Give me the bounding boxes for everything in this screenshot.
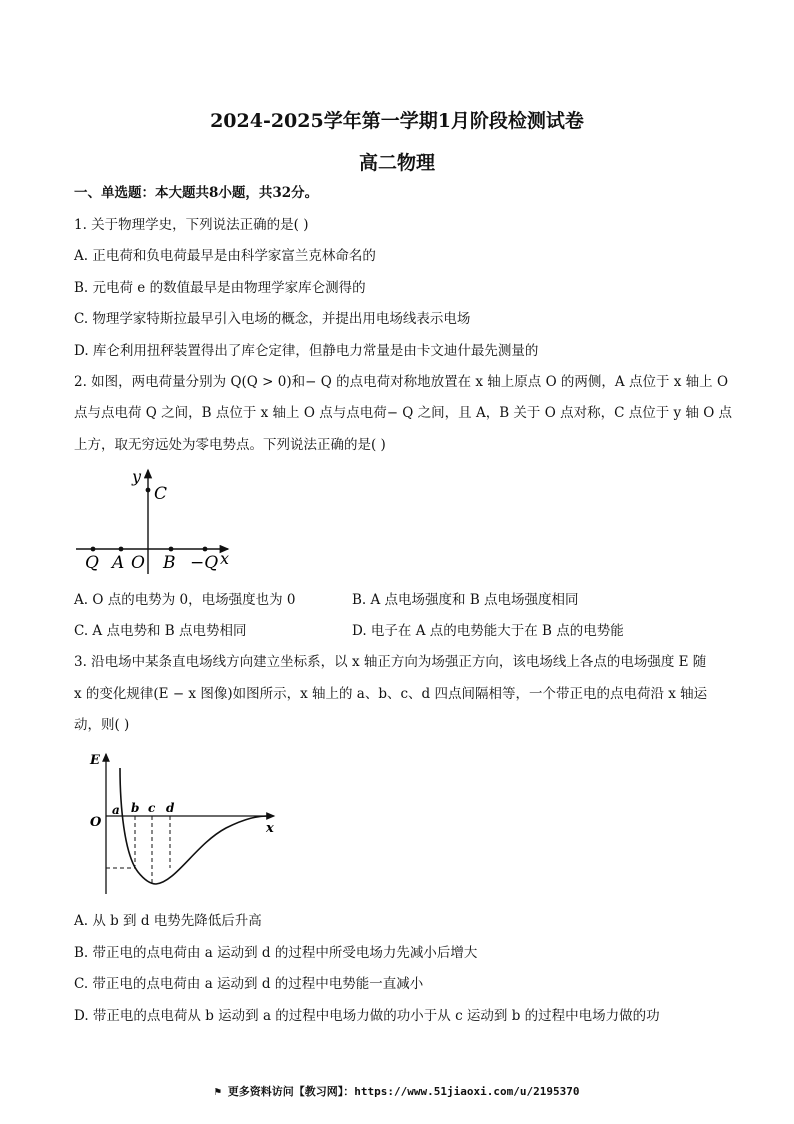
q2-option-a: A. O 点的电势为 0，电场强度也为 0 [74, 592, 296, 608]
d-label: d [166, 801, 175, 815]
o-label: O [90, 815, 102, 830]
q3-option-a: A. 从 b 到 d 电势先降低后升高 [74, 913, 262, 929]
q1-option-d: D. 库仑利用扭秤装置得出了库仑定律，但静电力常量是由卡文迪什最先测量的 [74, 343, 539, 359]
q1-option-b: B. 元电荷 e 的数值最早是由物理学家库仑测得的 [74, 280, 366, 296]
q3-stem-line-2: x 的变化规律(E − x 图像)如图所示，x 轴上的 a、b、c、d 四点间隔相等，一个带正电的点电荷沿 x 轴运 [74, 686, 708, 702]
section-heading: 一、单选题：本大题共8小题，共32分。 [74, 185, 319, 201]
footer-link[interactable] [0, 1083, 794, 1099]
e-curve [120, 768, 268, 884]
q3-option-d: D. 带正电的点电荷从 b 运动到 a 的过程中电场力做的功小于从 c 运动到 b 的过程中电场力做的功 [74, 1008, 660, 1024]
charge-q-dot [91, 547, 96, 552]
flag-icon: ⚑ [214, 1085, 228, 1098]
c-label: c [148, 801, 156, 815]
charge-neg-q-dot [203, 547, 208, 552]
o-label: O [131, 553, 145, 573]
exam-title: 2024-2025学年第一学期1月阶段检测试卷 [210, 110, 584, 132]
footer-text: 更多资料访问【教习网】：https://www.51jiaoxi.com/u/2195370 [227, 1085, 580, 1098]
point-c-dot [146, 488, 151, 493]
a-label: a [112, 803, 120, 817]
q3-option-c: C. 带正电的点电荷由 a 运动到 d 的过程中电势能一直减小 [74, 976, 424, 992]
c-label: C [154, 484, 168, 504]
e-label: E [90, 753, 100, 768]
q2-stem-line-2: 点与点电荷 Q 之间，B 点位于 x 轴上 O 点与点电荷− Q 之间，且 A，B 关于 O 点对称，C 点位于 y 轴 O 点 [74, 405, 733, 421]
neg-q-label: −Q [190, 553, 219, 573]
q3-stem-line-1: 3. 沿电场中某条直电场线方向建立坐标系，以 x 轴正方向为场强正方向，该电场线上各点的电场强度 E 随 [74, 654, 707, 670]
x-label: x [266, 821, 274, 836]
q1-stem: 1. 关于物理学史，下列说法正确的是( ) [74, 217, 309, 233]
x-label: x [220, 549, 230, 568]
q2-charge-diagram [70, 464, 240, 580]
q3-option-b: B. 带正电的点电荷由 a 运动到 d 的过程中所受电场力先减小后增大 [74, 945, 478, 961]
q2-stem-line-3: 上方，取无穷远处为零电势点。下列说法正确的是( ) [74, 437, 386, 453]
point-b-dot [169, 547, 174, 552]
q3-stem-line-3: 动，则( ) [74, 717, 130, 733]
point-a-dot [119, 547, 124, 552]
q1-option-a: A. 正电荷和负电荷最早是由科学家富兰克林命名的 [74, 248, 376, 264]
q2-option-b: B. A 点电场强度和 B 点电场强度相同 [352, 592, 579, 608]
q-label: Q [85, 553, 99, 573]
a-label: A [112, 553, 125, 573]
q2-stem-line-1: 2. 如图，两电荷量分别为 Q(Q > 0)和− Q 的点电荷对称地放置在 x 轴上原点 O 的两侧，A 点位于 x 轴上 O [74, 374, 729, 390]
q1-option-c: C. 物理学家特斯拉最早引入电场的概念，并提出用电场线表示电场 [74, 311, 471, 327]
q3-e-x-graph [76, 744, 286, 902]
q2-option-c: C. A 点电势和 B 点电势相同 [74, 623, 247, 639]
q2-option-d: D. 电子在 A 点的电势能大于在 B 点的电势能 [352, 623, 624, 639]
subject-title: 高二物理 [358, 152, 435, 174]
b-label: B [163, 553, 176, 573]
y-label: y [132, 467, 142, 486]
b-label: b [131, 801, 140, 815]
